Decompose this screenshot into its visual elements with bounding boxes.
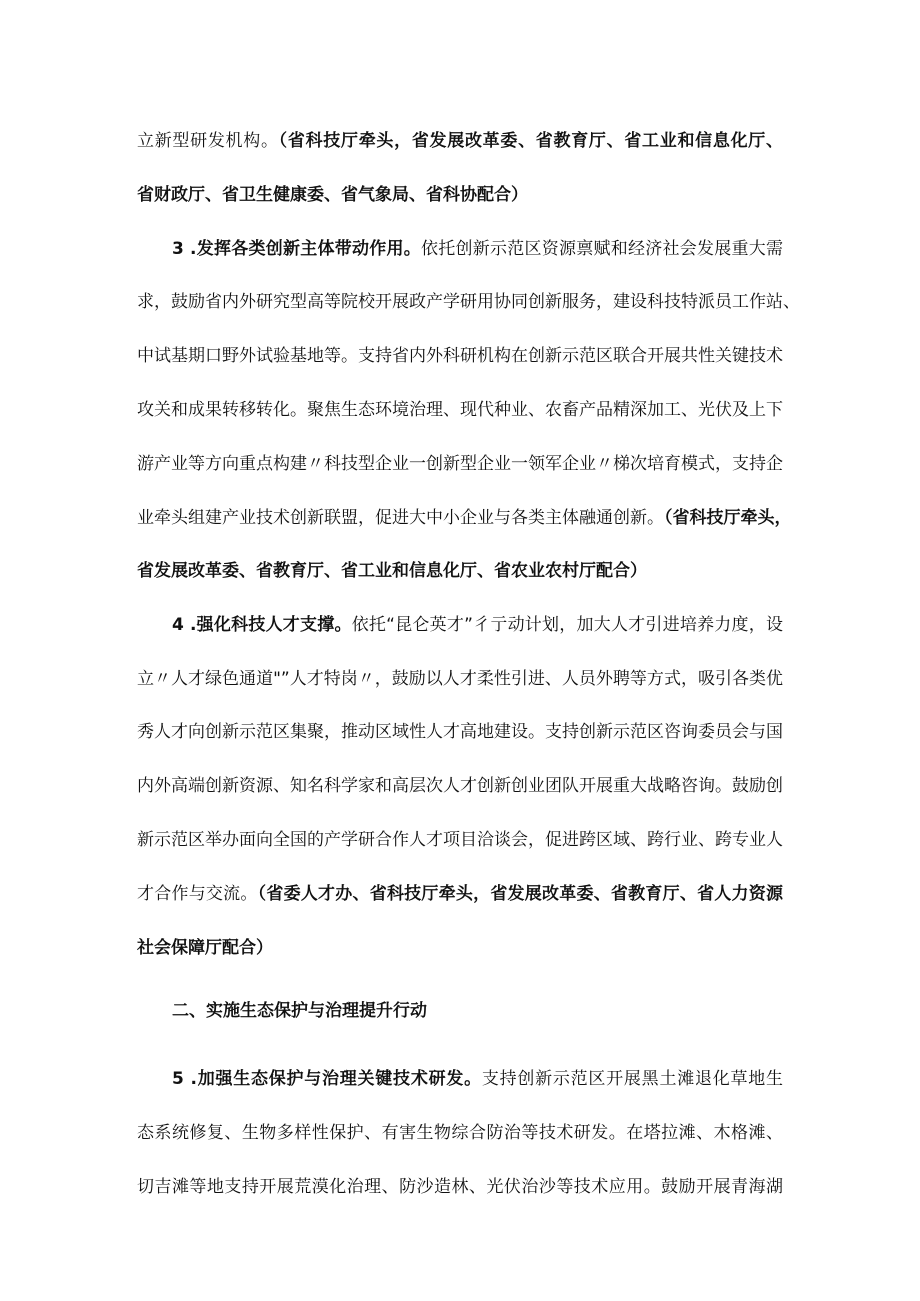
- responsible-units: 省财政厅、省卫生健康委、省气象局、省科协配合）: [137, 185, 528, 205]
- line-text: 立〃人才绿色通道"”人才特岗〃，鼓励以人才柔性引进、人员外聘等方式，吸引各类优: [137, 669, 783, 689]
- text-line: [137, 399, 783, 421]
- responsible-units: 社会保障厅配合）: [137, 938, 273, 958]
- line-text: 内外高端创新资源、知名科学家和高层次人才创新创业团队开展重大战略咨询。鼓励创: [137, 776, 783, 796]
- line-text: 态系统修复、生物多样性保护、有害生物综合防治等技术研发。在塔拉滩、木格滩、: [137, 1123, 783, 1143]
- responsible-units: （省科技厅牵头，省发展改革委、省教育厅、省工业和信息化厅、: [278, 131, 784, 151]
- item-heading-line: [172, 614, 783, 636]
- line-text: 依托“昆仑英才”彳亍动计划，加大人才引进培养力度，设: [351, 615, 783, 635]
- line-text: 业牵头组建产业技术创新联盟，促进大中小企业与各类主体融通创新。: [137, 508, 664, 528]
- line-text: 切吉滩等地支持开展荒漠化治理、防沙造林、光伏治沙等技术应用。鼓励开展青海湖: [137, 1177, 783, 1197]
- text-line: [137, 937, 783, 959]
- section-heading: 二、实施生态保护与治理提升行动: [172, 1001, 427, 1021]
- text-line: [137, 668, 783, 690]
- responsible-units: （省委人才办、省科技厅牵头，省发展改革委、省教育厅、省人力资源: [257, 884, 783, 904]
- text-line: [137, 829, 783, 851]
- item-title: 3 .发挥各类创新主体带动作用。: [172, 239, 421, 259]
- text-line: [137, 775, 783, 797]
- text-line: [137, 883, 783, 905]
- line-text: 秀人才向创新示范区集聚，推动区域性人才高地建设。支持创新示范区咨询委员会与国: [137, 722, 783, 742]
- line-text: 支持创新示范区开展黑土滩退化草地生: [481, 1069, 783, 1089]
- line-text: 游产业等方向重点构建〃科技型企业一创新型企业一领军企业〃梯次培育模式，支持企: [137, 454, 783, 474]
- responsible-units: （省科技厅牵头，: [664, 508, 792, 528]
- text-line: [137, 130, 783, 152]
- text-line: [137, 560, 783, 582]
- item-title: 5 .加强生态保护与治理关键技术研发。: [172, 1069, 482, 1089]
- text-line: [137, 507, 792, 529]
- text-line: [137, 1122, 783, 1144]
- item-title: 4 .强化科技人才支撑。: [172, 615, 352, 635]
- line-text: 新示范区举办面向全国的产学研合作人才项目洽谈会，促进跨区域、跨行业、跨专业人: [137, 830, 783, 850]
- line-text: 依托创新示范区资源禀赋和经济社会发展重大需: [420, 239, 783, 259]
- line-text: 立新型研发机构。: [137, 131, 279, 151]
- responsible-units: 省发展改革委、省教育厅、省工业和信息化厅、省农业农村厅配合）: [137, 561, 647, 581]
- text-line: [137, 345, 783, 367]
- text-line: [137, 184, 783, 206]
- line-text: 中试基期口野外试验基地等。支持省内外科研机构在创新示范区联合开展共性关键技术: [137, 346, 783, 366]
- line-text: 才合作与交流。: [137, 884, 258, 904]
- text-line: [137, 1176, 783, 1198]
- text-line: [137, 291, 800, 313]
- line-text: 求，鼓励省内外研究型高等院校开展政产学研用协同创新服务，建设科技特派员工作站、: [137, 292, 800, 312]
- item-heading-line: [172, 238, 783, 260]
- item-heading-line: [172, 1068, 783, 1090]
- text-line: [137, 453, 783, 475]
- text-line: [137, 721, 783, 743]
- line-text: 攻关和成果转移转化。聚焦生态环境治理、现代种业、农畜产品精深加工、光伏及上下: [137, 400, 783, 420]
